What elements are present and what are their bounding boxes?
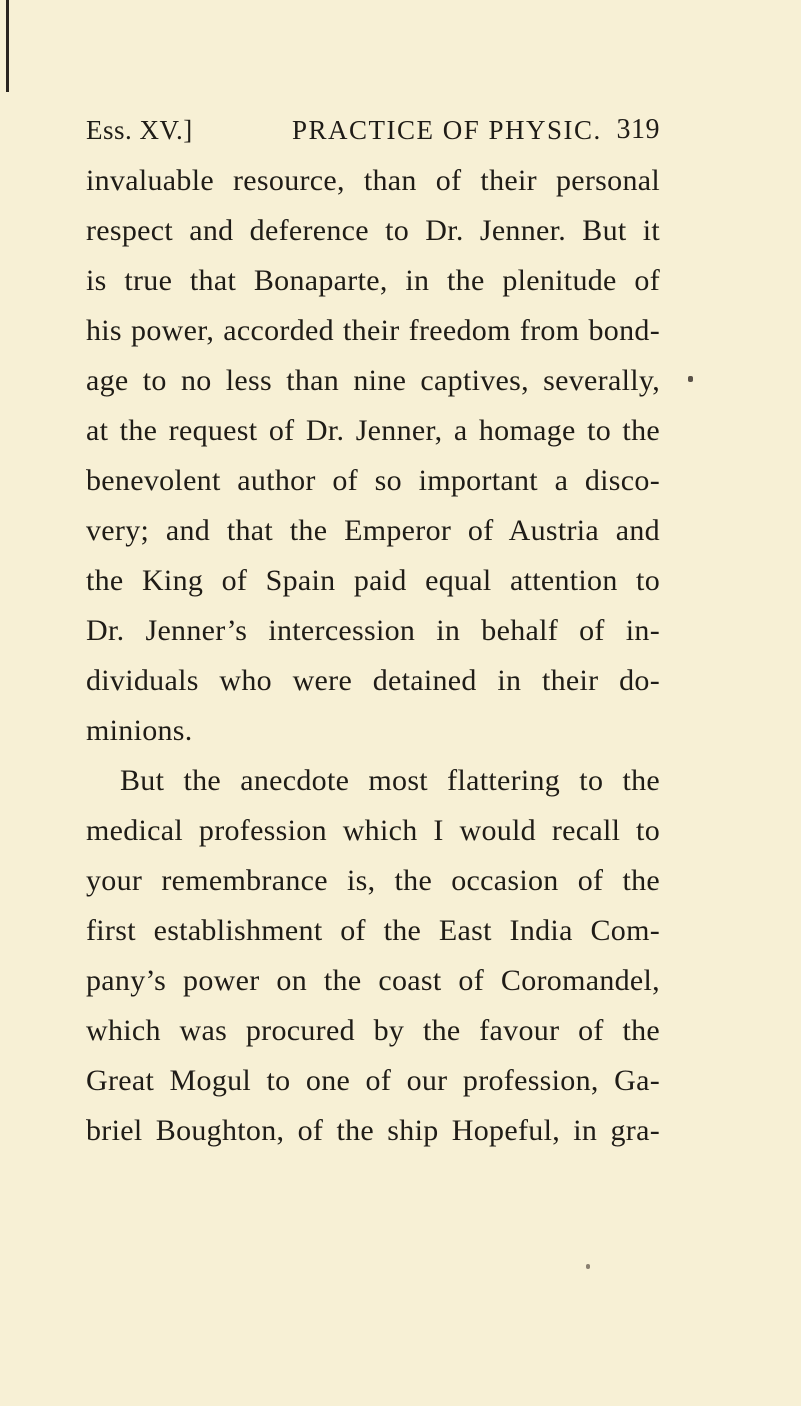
- text-line: pany’s power on the coast of Coromandel,: [86, 964, 660, 997]
- text-line: at the request of Dr. Jenner, a homage to the: [86, 414, 660, 447]
- body-text: [86, 156, 660, 1156]
- text-line: Great Mogul to one of our profession, Ga-: [86, 1064, 660, 1097]
- running-head: [86, 112, 660, 148]
- text-line: which was procured by the favour of the: [86, 1014, 660, 1047]
- paper-speck: [688, 376, 693, 382]
- text-line: medical profession which I would recall to: [86, 814, 660, 847]
- text-line: your remembrance is, the occasion of the: [86, 864, 660, 897]
- text-line: his power, accorded their freedom from bond-: [86, 314, 660, 347]
- paper-speck: [586, 1264, 590, 1269]
- running-head-title: PRACTICE OF PHYSIC.: [292, 115, 602, 145]
- text-line: Dr. Jenner’s intercession in behalf of in-: [86, 614, 660, 647]
- text-line: briel Boughton, of the ship Hopeful, in gra-: [86, 1114, 660, 1147]
- text-line: invaluable resource, than of their personal: [86, 164, 660, 197]
- page-edge-rule: [6, 0, 9, 92]
- text-line: dividuals who were detained in their do-: [86, 664, 660, 697]
- text-line: first establishment of the East India Com-: [86, 914, 660, 947]
- text-line: respect and deference to Dr. Jenner. But it: [86, 214, 660, 247]
- running-head-section: Ess. XV.]: [86, 115, 193, 145]
- paragraph-end-line: minions.: [86, 714, 193, 747]
- text-line: age to no less than nine captives, severally,: [86, 364, 660, 397]
- text-line: very; and that the Emperor of Austria and: [86, 514, 660, 547]
- paragraph-start-line: But the anecdote most flattering to the: [120, 764, 660, 797]
- text-line: is true that Bonaparte, in the plenitude of: [86, 264, 660, 297]
- text-line: the King of Spain paid equal attention to: [86, 564, 660, 597]
- page-number: 319: [616, 114, 660, 145]
- text-line: benevolent author of so important a disco-: [86, 464, 660, 497]
